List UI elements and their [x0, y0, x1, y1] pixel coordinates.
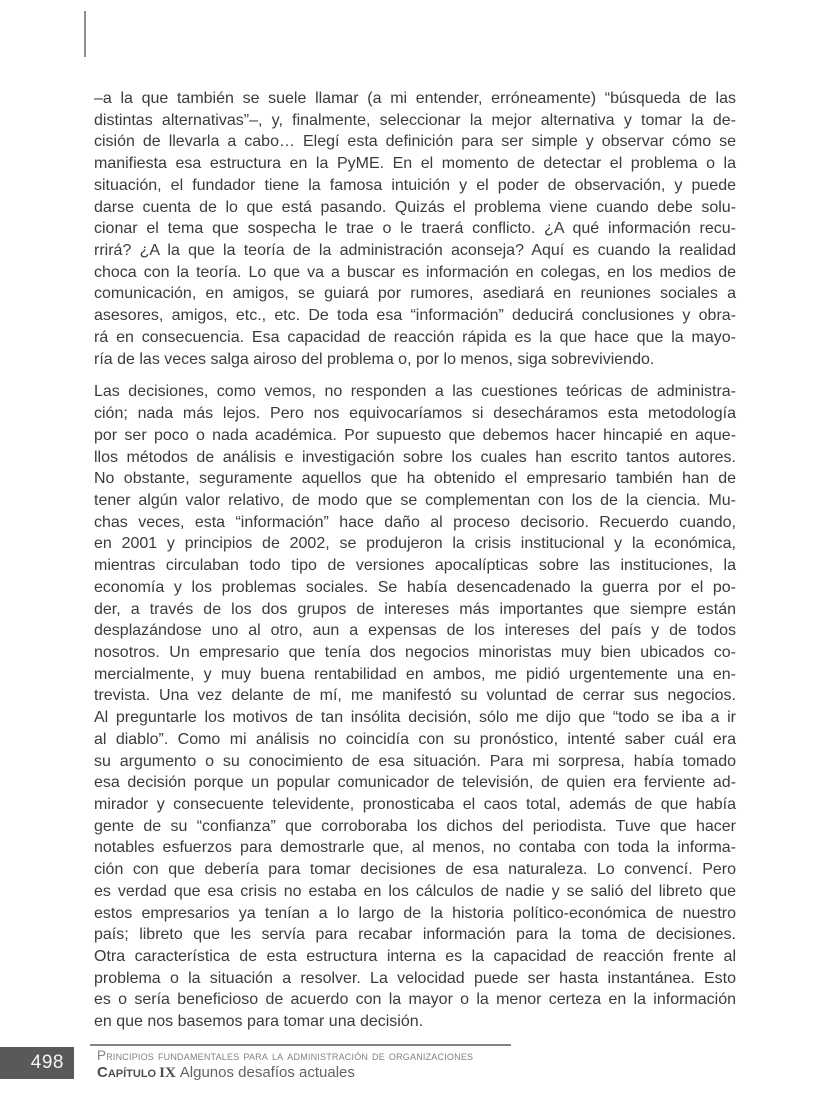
text-line: trevista. Una vez delante de mí, me manifestó su voluntad de cerrar sus negocios.	[94, 687, 736, 705]
text-line: tener algún valor relativo, de modo que se complementan con los de la ciencia. Mu-	[94, 491, 736, 509]
text-line: mercialmente, y muy buena rentabilidad en ambos, me pidió urgentemente una en-	[94, 665, 736, 683]
book-title: Principios fundamentales para la administración de organizaciones	[97, 1048, 474, 1063]
text-line: asesores, amigos, etc., etc. De toda esa “información” deducirá conclusiones y obra-	[94, 307, 736, 325]
text-line: rá en consecuencia. Esa capacidad de reacción rápida es la que hace que la mayo-	[94, 328, 736, 346]
text-line: esa decisión porque un popular comunicador de televisión, de quien era ferviente ad-	[94, 774, 736, 792]
text-line: notables esfuerzos para demostrarle que, al menos, no contaba con toda la informa-	[94, 839, 736, 857]
text-line: Las decisiones, como vemos, no responden a las cuestiones teóricas de administra-	[94, 383, 736, 401]
text-line: en que nos basemos para tomar una decisión.	[94, 1013, 424, 1031]
text-line: Al preguntarle los motivos de tan insólita decisión, sólo me dijo que “todo se iba a ir	[94, 709, 736, 727]
text-line: situación, el fundador tiene la famosa intuición y el poder de observación, y puede	[94, 176, 736, 194]
text-line: chas veces, esta “información” hace daño al proceso decisorio. Recuerdo cuando,	[94, 513, 736, 531]
text-line: ción; nada más lejos. Pero nos equivocaríamos si desecháramos esta metodología	[94, 405, 736, 423]
text-line: mirador y consecuente televidente, pronosticaba el caos total, además de que había	[94, 796, 736, 813]
chapter-label-numeral: IX	[159, 1065, 176, 1081]
text-line: choca con la teoría. Lo que va a buscar es información en colegas, en los medios de	[94, 263, 736, 281]
text-line: por ser poco o nada académica. Por supuesto que debemos hacer hincapié en aque-	[94, 426, 736, 444]
text-line: su argumento o su conocimiento de esa situación. Para mi sorpresa, había tomado	[94, 752, 736, 770]
text-line: es verdad que esa crisis no estaba en los cálculos de nadie y se salió del libreto que	[94, 882, 736, 900]
text-line: –a la que también se suele llamar (a mi entender, erróneamente) “búsqueda de las	[94, 90, 736, 107]
text-line: darse cuenta de lo que está pasando. Quizás el problema viene cuando debe solu-	[94, 198, 736, 216]
chapter-title: Algunos desafíos actuales	[179, 1064, 355, 1081]
text-line: al diablo”. Como mi análisis no coincidía con su pronóstico, intenté saber cuál era	[94, 730, 736, 748]
text-line: ría de las veces salga airoso del problema o, por lo menos, siga sobreviviendo.	[94, 350, 655, 368]
scan-artifact-line	[84, 11, 86, 57]
text-line: manifiesta esa estructura en la PyME. En el momento de detectar el problema o la	[94, 155, 736, 173]
body-text	[94, 88, 736, 1033]
text-line: es o sería beneficioso de acuerdo con la mayor o la menor certeza en la información	[94, 991, 736, 1009]
paragraph-decision-process	[94, 88, 736, 370]
text-line: estos empresarios ya tenían a lo largo de la historia político-económica de nuestro	[94, 904, 736, 922]
chapter-line	[97, 1065, 597, 1081]
text-line: país; libreto que les servía para recabar información para la toma de decisiones.	[94, 926, 736, 944]
text-line: problema o la situación a resolver. La velocidad puede ser hasta instantánea. Esto	[94, 969, 736, 987]
footer-divider	[90, 1044, 511, 1046]
text-line: cionar el tema que sospecha le trae o le traerá conflicto. ¿A qué información recu-	[94, 220, 736, 238]
text-line: llos métodos de análisis e investigación sobre los cuales han escrito tantos autores.	[94, 448, 736, 466]
text-line: economía y los problemas sociales. Se había desencadenado la guerra por el po-	[94, 578, 736, 596]
text-line: distintas alternativas”–, y, finalmente, seleccionar la mejor alternativa y tomar la de-	[94, 111, 736, 129]
chapter-label-word: Capítulo	[97, 1064, 157, 1081]
text-line: mientras circulaban todo tipo de versiones apocalípticas sobre las instituciones, la	[94, 557, 736, 575]
text-line: No obstante, seguramente aquellos que ha obtenido el empresario también han de	[94, 470, 736, 488]
text-line: rrirá? ¿A la que la teoría de la administración aconseja? Aquí es cuando la realidad	[94, 242, 736, 260]
text-line: nosotros. Un empresario que tenía dos negocios minoristas muy bien ubicados co-	[94, 643, 736, 661]
text-line: Otra característica de esta estructura interna es la capacidad de reacción frente al	[94, 948, 736, 966]
page-number-badge	[0, 1047, 74, 1079]
page-footer	[97, 1049, 597, 1081]
text-line: der, a través de los dos grupos de intereses más importantes que siempre están	[94, 600, 736, 618]
text-line: comunicación, en amigos, se guiará por rumores, asediará en reuniones sociales a	[94, 285, 736, 303]
text-line: desplazándose uno al otro, aun a expensas de los intereses del país y de todos	[94, 622, 736, 640]
text-line: cisión de llevarla a cabo… Elegí esta definición para ser simple y observar cómo se	[94, 133, 736, 151]
text-line: gente de su “confianza” que corroboraba los dichos del periodista. Tuve que hacer	[94, 817, 736, 835]
page-number: 498	[30, 1052, 64, 1073]
paragraph-decisions-theory	[94, 381, 736, 1033]
text-line: ción con que debería para tomar decisiones de esa naturaleza. Lo convencí. Pero	[94, 861, 736, 879]
text-line: en 2001 y principios de 2002, se produjeron la crisis institucional y la económica,	[94, 535, 736, 553]
